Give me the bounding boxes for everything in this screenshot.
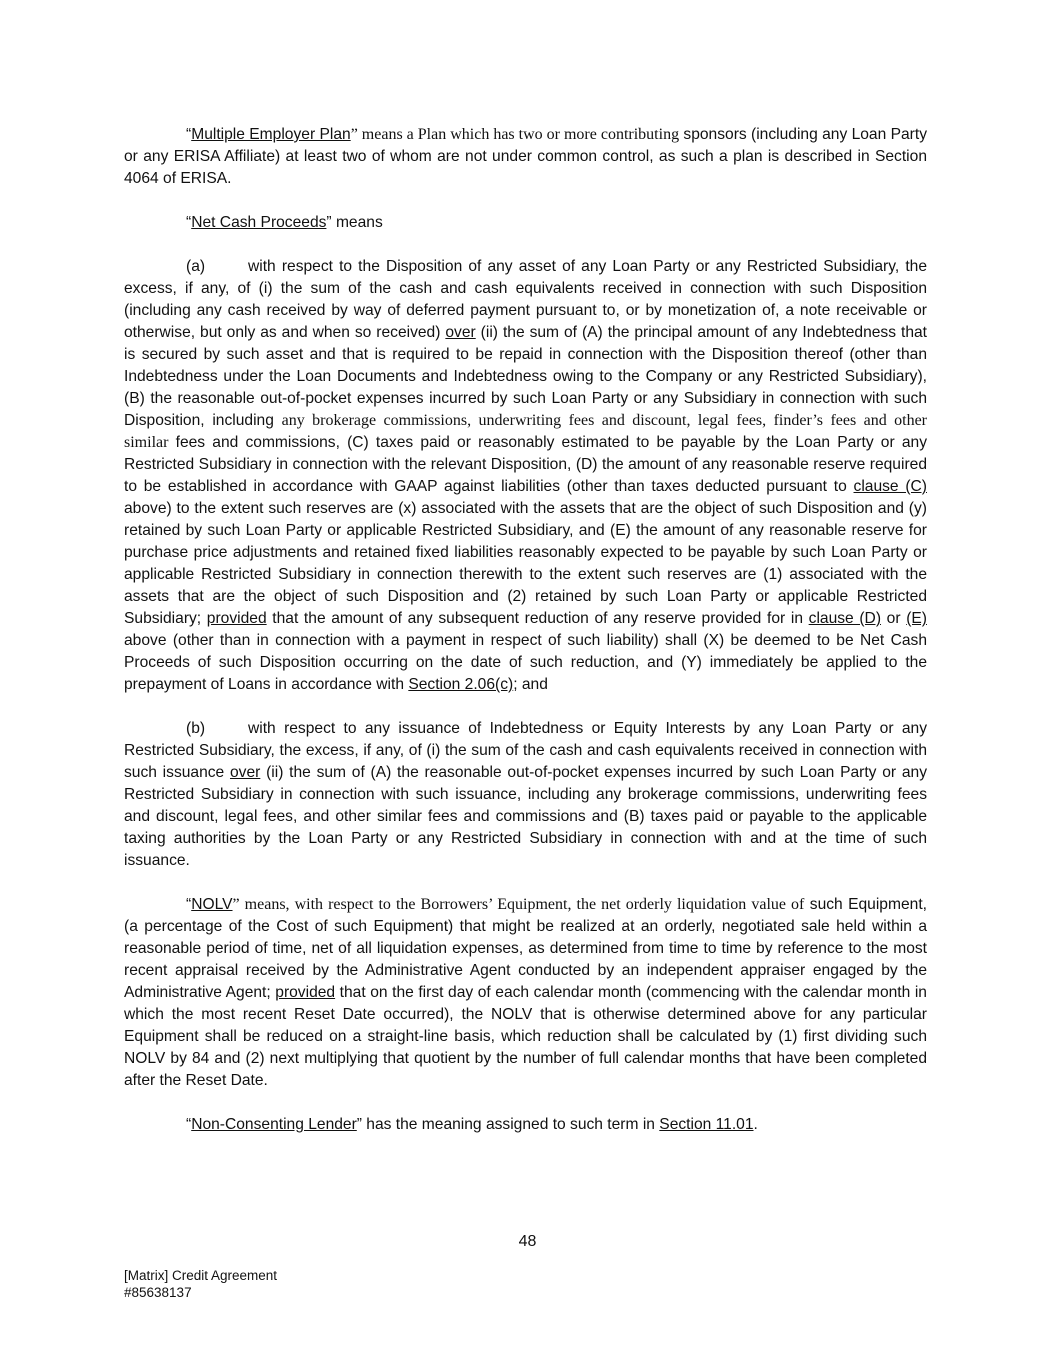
footer-doc-id: #85638137 <box>124 1285 192 1300</box>
definition-non-consenting-lender: “Non-Consenting Lender” has the meaning assigned to such term in Section 11.01. <box>186 1116 758 1133</box>
definition-nolv: “NOLV” means, with respect to the Borrowers’ Equipment, the net orderly liquidation value of such Equipment, (a percentage of the Cost of such Equipment) that might be realized at an orderly, negotiated sale held within a reasonable period of time, net of all liquidation expenses, as determined from time to time by reference to the most recent appraisal received by the Administrative Agent conducted by an independent appraiser engaged by the Administrative Agent; provided that on the first day of each calendar month (commencing with the calendar month in which the most recent Reset Date occurred), the NOLV that is otherwise determined above for any particular Equipment shall be reduced on a straight-line basis, which reduction shall be calculated by (1) first dividing such NOLV by 84 and (2) next multiplying that quotient by the number of full calendar months that have been completed after the Reset Date. <box>124 896 927 1089</box>
definition-net-cash-proceeds: “Net Cash Proceeds” means <box>186 214 383 231</box>
defined-term: NOLV <box>191 896 233 913</box>
clause-label: (a) <box>186 258 206 275</box>
defined-term: Net Cash Proceeds <box>191 214 327 231</box>
clause-b: (b) with respect to any issuance of Indebtedness or Equity Interests by any Loan Party or any Restricted Subsidiary, the excess, if any, of (i) the sum of the cash and cash equivalents received in connection with such issuance over (ii) the sum of (A) the reasonable out-of-pocket expenses incurred by such Loan Party or any Restricted Subsidiary in connection with such issuance, including any brokerage commissions, underwriting fees and discount, legal fees, and other similar fees and commissions and (B) taxes paid or payable to the applicable taxing authorities by the Loan Party or any Restricted Subsidiary in connection with and at the time of such issuance. <box>124 720 927 869</box>
clause-a: (a) with respect to the Disposition of any asset of any Loan Party or any Restricted Subsidiary, the excess, if any, of (i) the sum of the cash and cash equivalents received in connection with such Disposition (including any cash received by way of deferred payment pursuant to, or by monetization of, a note receivable or otherwise, but only as and when so received) over (ii) the sum of (A) the principal amount of any Indebtedness that is secured by such asset and that is required to be repaid in connection with the Disposition thereof (other than Indebtedness under the Loan Documents and Indebtedness owing to the Company or any Restricted Subsidiary), (B) the reasonable out-of-pocket expenses incurred by such Loan Party or any Subsidiary in connection with such Disposition, including any brokerage commissions, underwriting fees and discount, legal fees, finder’s fees and other similar fees and commissions, (C) taxes paid or reasonably estimated to be payable by the Loan Party or any Restricted Subsidiary in connection with the relevant Disposition, (D) the amount of any reasonable reserve required to be established in accordance with GAAP against liabilities (other than taxes deducted pursuant to clause (C) above) to the extent such reserves are (x) associated with the assets that are the object of such Disposition and (y) retained by such Loan Party or applicable Restricted Subsidiary, and (E) the amount of any reasonable reserve for purchase price adjustments and retained fixed liabilities reasonably expected to be payable by such Loan Party or applicable Restricted Subsidiary in connection therewith to the extent such reserves are (1) associated with the assets that are the object of such Disposition and (2) retained by such Loan Party or applicable Restricted Subsidiary; provided that the amount of any subsequent reduction of any reserve provided for in clause (D) or (E) above (other than in connection with a payment in respect of such liability) shall (X) be deemed to be Net Cash Proceeds of such Disposition occurring on the date of such reduction, and (Y) immediately be applied to the prepayment of Loans in accordance with Section 2.06(c); and <box>124 258 928 693</box>
definition-multiple-employer-plan: “Multiple Employer Plan” means a Plan which has two or more contributing sponsors (including any Loan Party or any ERISA Affiliate) at least two of whom are not under common control, as such a plan is described in Section 4064 of ERISA. <box>124 126 927 187</box>
cross-reference: (E) <box>906 610 927 627</box>
cross-reference: clause (D) <box>808 610 882 627</box>
clause-label: (b) <box>186 720 206 737</box>
defined-term: Non-Consenting Lender <box>191 1116 357 1133</box>
cross-reference: Section 11.01 <box>659 1116 754 1133</box>
footer-title: [Matrix] Credit Agreement <box>124 1268 278 1283</box>
document-body <box>124 124 927 1136</box>
cross-reference: Section 2.06(c) <box>408 676 514 693</box>
document-footer <box>124 1267 277 1301</box>
page-number: 48 <box>518 1233 537 1250</box>
cross-reference: clause (C) <box>853 478 927 495</box>
defined-term: Multiple Employer Plan <box>191 126 351 143</box>
